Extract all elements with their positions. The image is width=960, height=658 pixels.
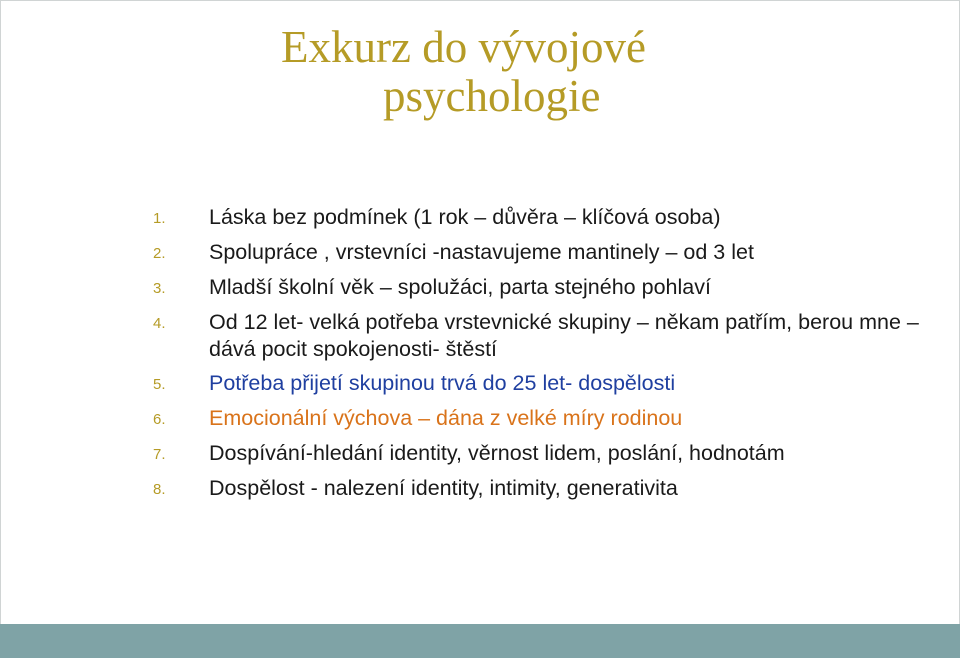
list-item	[151, 440, 941, 467]
list-item	[151, 405, 941, 432]
list-item-text: Od 12 let- velká potřeba vrstevnické skupiny – někam patřím, berou mne – dává pocit spokojenosti- štěstí	[209, 310, 919, 361]
list-number: 4.	[153, 315, 166, 332]
title-line-2: psychologie	[383, 71, 601, 121]
list-item	[151, 309, 941, 363]
list-item	[151, 370, 941, 397]
footer-bar	[0, 624, 960, 658]
list-item-text: Emocionální výchova – dána z velké míry rodinou	[209, 406, 683, 430]
list-number: 6.	[153, 411, 166, 428]
list-item-text: Dospělost - nalezení identity, intimity, generativita	[209, 476, 678, 500]
slide-title	[281, 23, 921, 121]
list-item	[151, 475, 941, 502]
list-item-text: Spolupráce , vrstevníci -nastavujeme mantinely – od 3 let	[209, 240, 754, 264]
numbered-list	[151, 204, 941, 510]
list-number: 3.	[153, 280, 166, 297]
list-number: 2.	[153, 245, 166, 262]
list-item	[151, 239, 941, 266]
list-item-text: Dospívání-hledání identity, věrnost lidem, poslání, hodnotám	[209, 441, 785, 465]
list-item-text: Mladší školní věk – spolužáci, parta stejného pohlaví	[209, 275, 711, 299]
list-number: 5.	[153, 376, 166, 393]
list-item-text: Potřeba přijetí skupinou trvá do 25 let- dospělosti	[209, 371, 676, 395]
title-line-1: Exkurz do vývojové	[281, 22, 646, 72]
list-item	[151, 274, 941, 301]
list-item-text: Láska bez podmínek (1 rok – důvěra – klíčová osoba)	[209, 205, 721, 229]
list-number: 7.	[153, 446, 166, 463]
list-number: 1.	[153, 210, 166, 227]
list-item	[151, 204, 941, 231]
list-number: 8.	[153, 481, 166, 498]
